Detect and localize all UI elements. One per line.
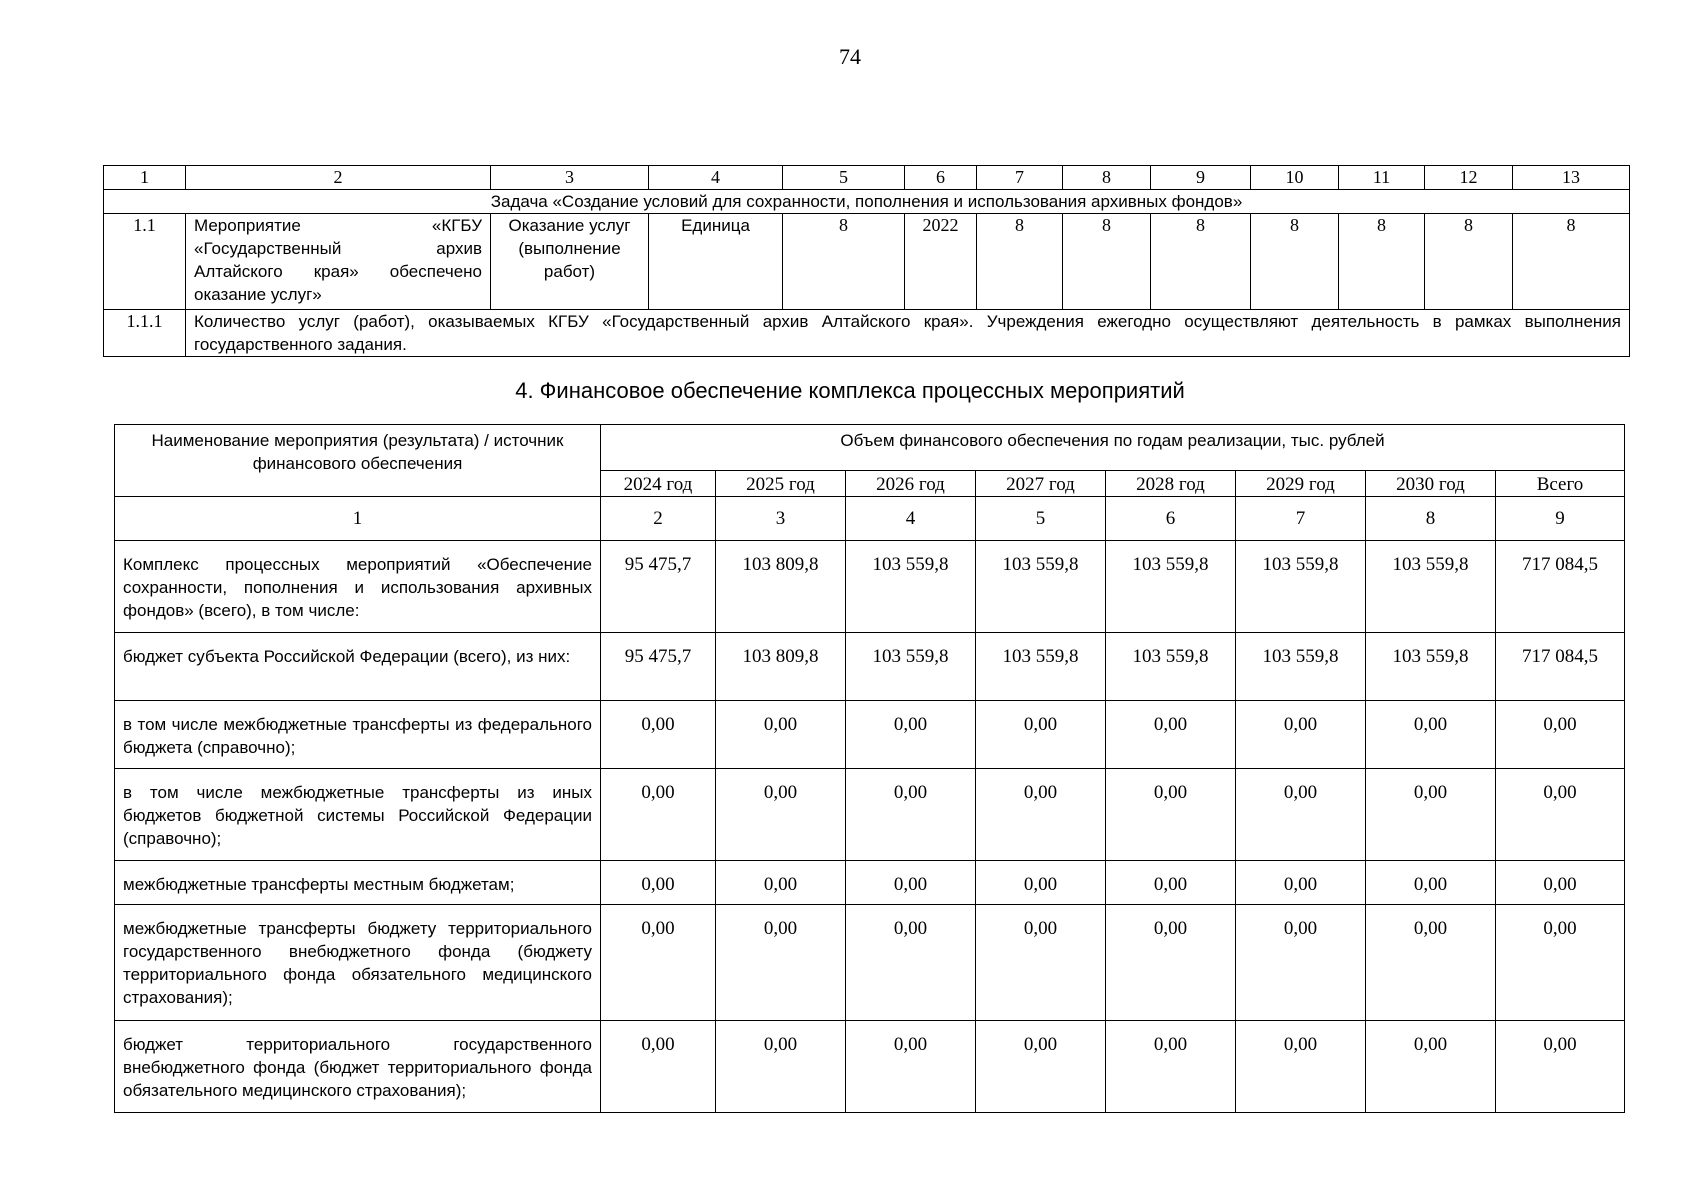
col-number: 3 <box>716 497 846 541</box>
col-number: 7 <box>1236 497 1366 541</box>
row-number: 1.1.1 <box>104 310 186 357</box>
value-cell: 103 559,8 <box>1106 633 1236 701</box>
value-cell: 103 559,8 <box>976 633 1106 701</box>
table-row <box>115 701 1625 769</box>
value-cell: 8 <box>1251 214 1339 310</box>
event-type: Оказание услуг (выполнение работ) <box>491 214 649 310</box>
row-name: в том числе межбюджетные трансферты из иных бюджетов бюджетной системы Российской Федерации (справочно); <box>115 769 601 861</box>
value-cell: 0,00 <box>1366 905 1496 1021</box>
value-cell: 103 559,8 <box>1236 541 1366 633</box>
value-cell: 0,00 <box>601 1021 716 1113</box>
value-cell: 103 809,8 <box>716 541 846 633</box>
value-cell: 103 559,8 <box>1106 541 1236 633</box>
indicator-description: Количество услуг (работ), оказываемых КГБУ «Государственный архив Алтайского края». Учреждения ежегодно осуществляют деятельность в рамках выполнения государственного задания. <box>186 310 1630 357</box>
col-number: 9 <box>1496 497 1625 541</box>
value-cell: 0,00 <box>1106 905 1236 1021</box>
col-number: 5 <box>976 497 1106 541</box>
row-number: 1.1 <box>104 214 186 310</box>
year-header: 2024 год <box>601 471 716 497</box>
table-row <box>115 541 1625 633</box>
page-number: 74 <box>839 44 861 69</box>
total-cell: 0,00 <box>1496 1021 1625 1113</box>
value-cell: 0,00 <box>601 701 716 769</box>
col-number: 13 <box>1513 166 1630 190</box>
value-cell: 0,00 <box>1236 701 1366 769</box>
value-cell: 0,00 <box>1236 1021 1366 1113</box>
row-name: в том числе межбюджетные трансферты из федерального бюджета (справочно); <box>115 701 601 769</box>
year-header: 2029 год <box>1236 471 1366 497</box>
value-cell: 0,00 <box>976 1021 1106 1113</box>
value-cell: 0,00 <box>716 1021 846 1113</box>
year-header: 2026 год <box>846 471 976 497</box>
value-cell: 0,00 <box>1366 1021 1496 1113</box>
year-header: 2027 год <box>976 471 1106 497</box>
value-cell: 0,00 <box>846 1021 976 1113</box>
col-number: 4 <box>846 497 976 541</box>
value-cell: 8 <box>1339 214 1425 310</box>
value-cell: 0,00 <box>1236 769 1366 861</box>
value-cell: 103 559,8 <box>846 633 976 701</box>
base-value: 8 <box>783 214 905 310</box>
table-row <box>115 1021 1625 1113</box>
col-number: 6 <box>1106 497 1236 541</box>
col-number: 11 <box>1339 166 1425 190</box>
year-header: 2030 год <box>1366 471 1496 497</box>
value-cell: 103 559,8 <box>976 541 1106 633</box>
base-year: 2022 <box>905 214 977 310</box>
event-name: Мероприятие «КГБУ «Государственный архив Алтайского края» обеспечено оказание услуг» <box>186 214 491 310</box>
value-cell: 95 475,7 <box>601 633 716 701</box>
col-number: 1 <box>104 166 186 190</box>
row-name: бюджет территориального государственного внебюджетного фонда (бюджет территориального фонда обязательного медицинского страхования); <box>115 1021 601 1113</box>
value-cell: 0,00 <box>1236 861 1366 905</box>
value-cell: 8 <box>1513 214 1630 310</box>
total-cell: 717 084,5 <box>1496 633 1625 701</box>
value-cell: 8 <box>1151 214 1251 310</box>
col-number: 9 <box>1151 166 1251 190</box>
value-cell: 0,00 <box>976 861 1106 905</box>
table-row <box>115 905 1625 1021</box>
value-cell: 0,00 <box>716 701 846 769</box>
col-number: 8 <box>1366 497 1496 541</box>
value-cell: 95 475,7 <box>601 541 716 633</box>
col-number: 6 <box>905 166 977 190</box>
year-header: 2025 год <box>716 471 846 497</box>
value-cell: 0,00 <box>1366 861 1496 905</box>
col-number: 3 <box>491 166 649 190</box>
row-name: межбюджетные трансферты местным бюджетам; <box>115 861 601 905</box>
total-cell: 0,00 <box>1496 701 1625 769</box>
value-cell: 0,00 <box>716 769 846 861</box>
column-number-row <box>104 166 1630 190</box>
value-cell: 8 <box>1063 214 1151 310</box>
header-name: Наименование мероприятия (результата) / источник финансового обеспечения <box>115 425 601 497</box>
value-cell: 103 809,8 <box>716 633 846 701</box>
col-number: 2 <box>186 166 491 190</box>
total-cell: 717 084,5 <box>1496 541 1625 633</box>
value-cell: 0,00 <box>1106 861 1236 905</box>
value-cell: 0,00 <box>1106 1021 1236 1113</box>
value-cell: 0,00 <box>1366 701 1496 769</box>
row-name: Комплекс процессных мероприятий «Обеспечение сохранности, пополнения и использования архивных фондов» (всего), в том числе: <box>115 541 601 633</box>
section-title: 4. Финансовое обеспечение комплекса процессных мероприятий <box>515 378 1185 403</box>
value-cell: 0,00 <box>601 861 716 905</box>
value-cell: 103 559,8 <box>1366 633 1496 701</box>
value-cell: 0,00 <box>976 905 1106 1021</box>
col-number: 8 <box>1063 166 1151 190</box>
financing-table <box>114 424 1625 1113</box>
table-row <box>115 861 1625 905</box>
col-number: 5 <box>783 166 905 190</box>
value-cell: 103 559,8 <box>846 541 976 633</box>
total-cell: 0,00 <box>1496 861 1625 905</box>
col-number: 7 <box>977 166 1063 190</box>
value-cell: 8 <box>977 214 1063 310</box>
value-cell: 0,00 <box>601 769 716 861</box>
col-number: 4 <box>649 166 783 190</box>
value-cell: 0,00 <box>716 905 846 1021</box>
value-cell: 0,00 <box>1236 905 1366 1021</box>
col-number: 12 <box>1425 166 1513 190</box>
total-header: Всего <box>1496 471 1625 497</box>
year-header: 2028 год <box>1106 471 1236 497</box>
indicators-table <box>103 165 1630 357</box>
row-name: бюджет субъекта Российской Федерации (всего), из них: <box>115 633 601 701</box>
value-cell: 0,00 <box>846 861 976 905</box>
value-cell: 0,00 <box>1366 769 1496 861</box>
col-number: 10 <box>1251 166 1339 190</box>
table-row <box>115 769 1625 861</box>
col-number: 1 <box>115 497 601 541</box>
value-cell: 0,00 <box>976 701 1106 769</box>
total-cell: 0,00 <box>1496 769 1625 861</box>
value-cell: 0,00 <box>1106 701 1236 769</box>
value-cell: 0,00 <box>1106 769 1236 861</box>
task-title: Задача «Создание условий для сохранности, пополнения и использования архивных фондов» <box>104 190 1630 214</box>
value-cell: 0,00 <box>716 861 846 905</box>
value-cell: 0,00 <box>601 905 716 1021</box>
value-cell: 0,00 <box>846 701 976 769</box>
unit: Единица <box>649 214 783 310</box>
value-cell: 0,00 <box>846 905 976 1021</box>
col-number: 2 <box>601 497 716 541</box>
total-cell: 0,00 <box>1496 905 1625 1021</box>
value-cell: 8 <box>1425 214 1513 310</box>
value-cell: 103 559,8 <box>1236 633 1366 701</box>
header-volume: Объем финансового обеспечения по годам реализации, тыс. рублей <box>601 425 1625 471</box>
value-cell: 0,00 <box>976 769 1106 861</box>
value-cell: 0,00 <box>846 769 976 861</box>
value-cell: 103 559,8 <box>1366 541 1496 633</box>
table-row <box>115 633 1625 701</box>
row-name: межбюджетные трансферты бюджету территориального государственного внебюджетного фонда (бюджету территориального фонда обязательного медицинского страхования); <box>115 905 601 1021</box>
